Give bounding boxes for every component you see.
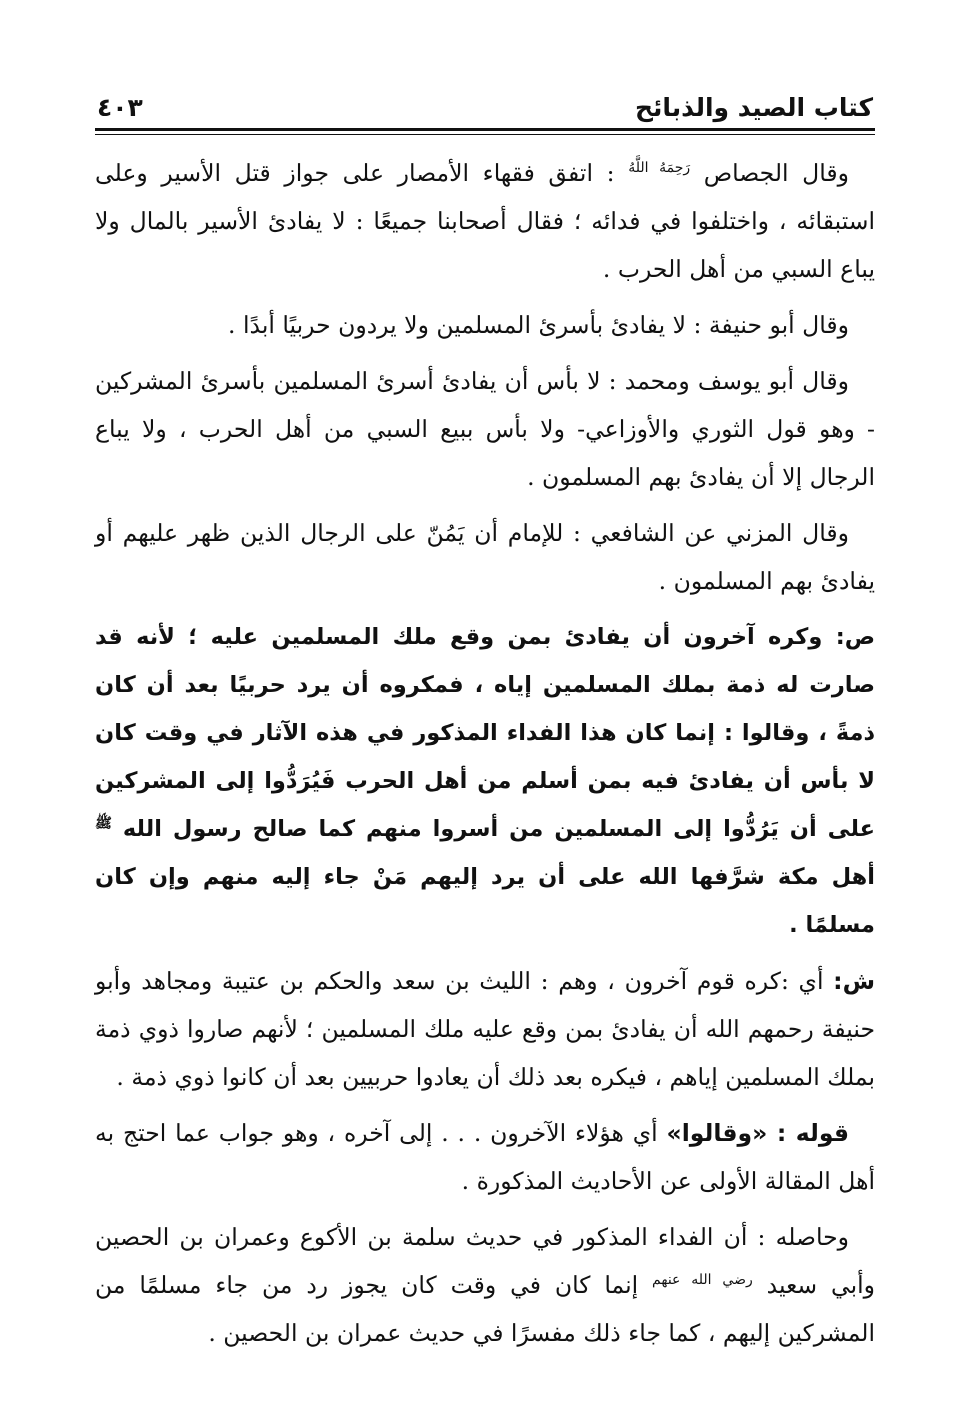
running-title: كتاب الصيد والذبائح [634, 93, 873, 122]
paragraph-text: وقال أبو حنيفة : لا يفادئ بأسرئ المسلمين ولا يردون حربيًا أبدًا . [228, 311, 849, 339]
paragraph-text: وكره آخرون أن يفادئ بمن وقع ملك المسلمين عليه ؛ لأنه قد صارت له ذمة بملك المسلمين إياه ، فمكروه أن يرد حربيًا بعد أن كان ذمةً ، وقالوا : إنما كان هذا الفداء المذكور في هذه الآثار في وقت كان لا بأس أن يفادئ فيه بمن أسلم من أهل الحرب فَيُرَدُّوا إلى المشركين على أن يَرُدُّوا إلى المسلمين من أسروا منهم كما صالح رسول الله [95, 624, 875, 842]
paragraph-text: أي هؤلاء الآخرون . . . إلى آخره ، وهو جواب عما احتج به أهل المقالة الأولى عن الأحاديث المذكورة . [95, 1119, 875, 1195]
header-rule-thick [95, 128, 875, 131]
book-page [95, 70, 875, 1365]
paragraph-text: وقال المزني عن الشافعي : للإمام أن يَمُنّ على الرجال الذين ظهر عليهم أو يفادئ بهم المسلمون . [95, 519, 875, 595]
paragraph-qawluhu [95, 1109, 875, 1205]
paragraph-text: إنما كان في وقت كان يجوز رد من جاء مسلمًا من المشركين إليهم ، كما جاء ذلك مفسرًا في حديث عمران بن الحصين . [95, 1271, 875, 1347]
paragraph-text: : اتفق فقهاء الأمصار على جواز قتل الأسير وعلى استبقائه ، واختلفوا في فدائه ؛ فقال أصحابنا جميعًا : لا يفادئ الأسير بالمال ولا يباع السبي من أهل الحرب . [95, 159, 875, 283]
paragraph-hasiluhu [95, 1213, 875, 1357]
paragraph-text: وقال أبو يوسف ومحمد : لا بأس أن يفادئ أسرئ المسلمين بأسرئ المشركين - وهو قول الثوري والأوزاعي- ولا بأس ببيع السبي من أهل الحرب ، ولا يباع الرجال إلا أن يفادئ بهم المسلمون . [95, 367, 875, 491]
honorific-mark: ﷺ [95, 815, 112, 832]
paragraph-text: وقال الجصاص [690, 159, 849, 187]
header-rule-thin [95, 134, 875, 135]
paragraph-jassas [95, 149, 875, 293]
sad-marker: ص: [835, 624, 875, 650]
paragraph-shin-commentary [95, 957, 875, 1101]
paragraph-abu-hanifa [95, 301, 875, 349]
qawluhu-marker: قوله : «وقالوا» [666, 1119, 849, 1147]
page-header [95, 70, 875, 122]
page-number: ٤٠٣ [97, 93, 143, 122]
paragraph-sad-matn [95, 613, 875, 949]
shin-marker: ش: [833, 967, 875, 995]
paragraph-text: وحاصله : أن الفداء المذكور في حديث سلمة بن الأكوع وعمران بن الحصين وأبي سعيد [95, 1223, 875, 1299]
paragraph-text: أهل مكة شرَّفها الله على أن يرد إليهم مَنْ جاء إليه منهم وإن كان مسلمًا . [95, 864, 875, 938]
paragraph-abu-yusuf [95, 357, 875, 501]
paragraph-text: أي :كره قوم آخرون ، وهم : الليث بن سعد والحكم بن عتيبة ومجاهد وأبو حنيفة رحمهم الله أن يفادئ بمن وقع عليه ملك المسلمين ؛ لأنهم صاروا ذوي ذمة بملك المسلمين إياهم ، فيكره بعد ذلك أن يعادوا حربيين بعد أن كانوا ذوي ذمة . [95, 967, 875, 1091]
page-body [95, 149, 875, 1357]
honorific-mark: رَحِمَهُ اللَّهُ [628, 160, 691, 177]
paragraph-muzani [95, 509, 875, 605]
honorific-mark: رضي الله عنهم [652, 1272, 753, 1289]
